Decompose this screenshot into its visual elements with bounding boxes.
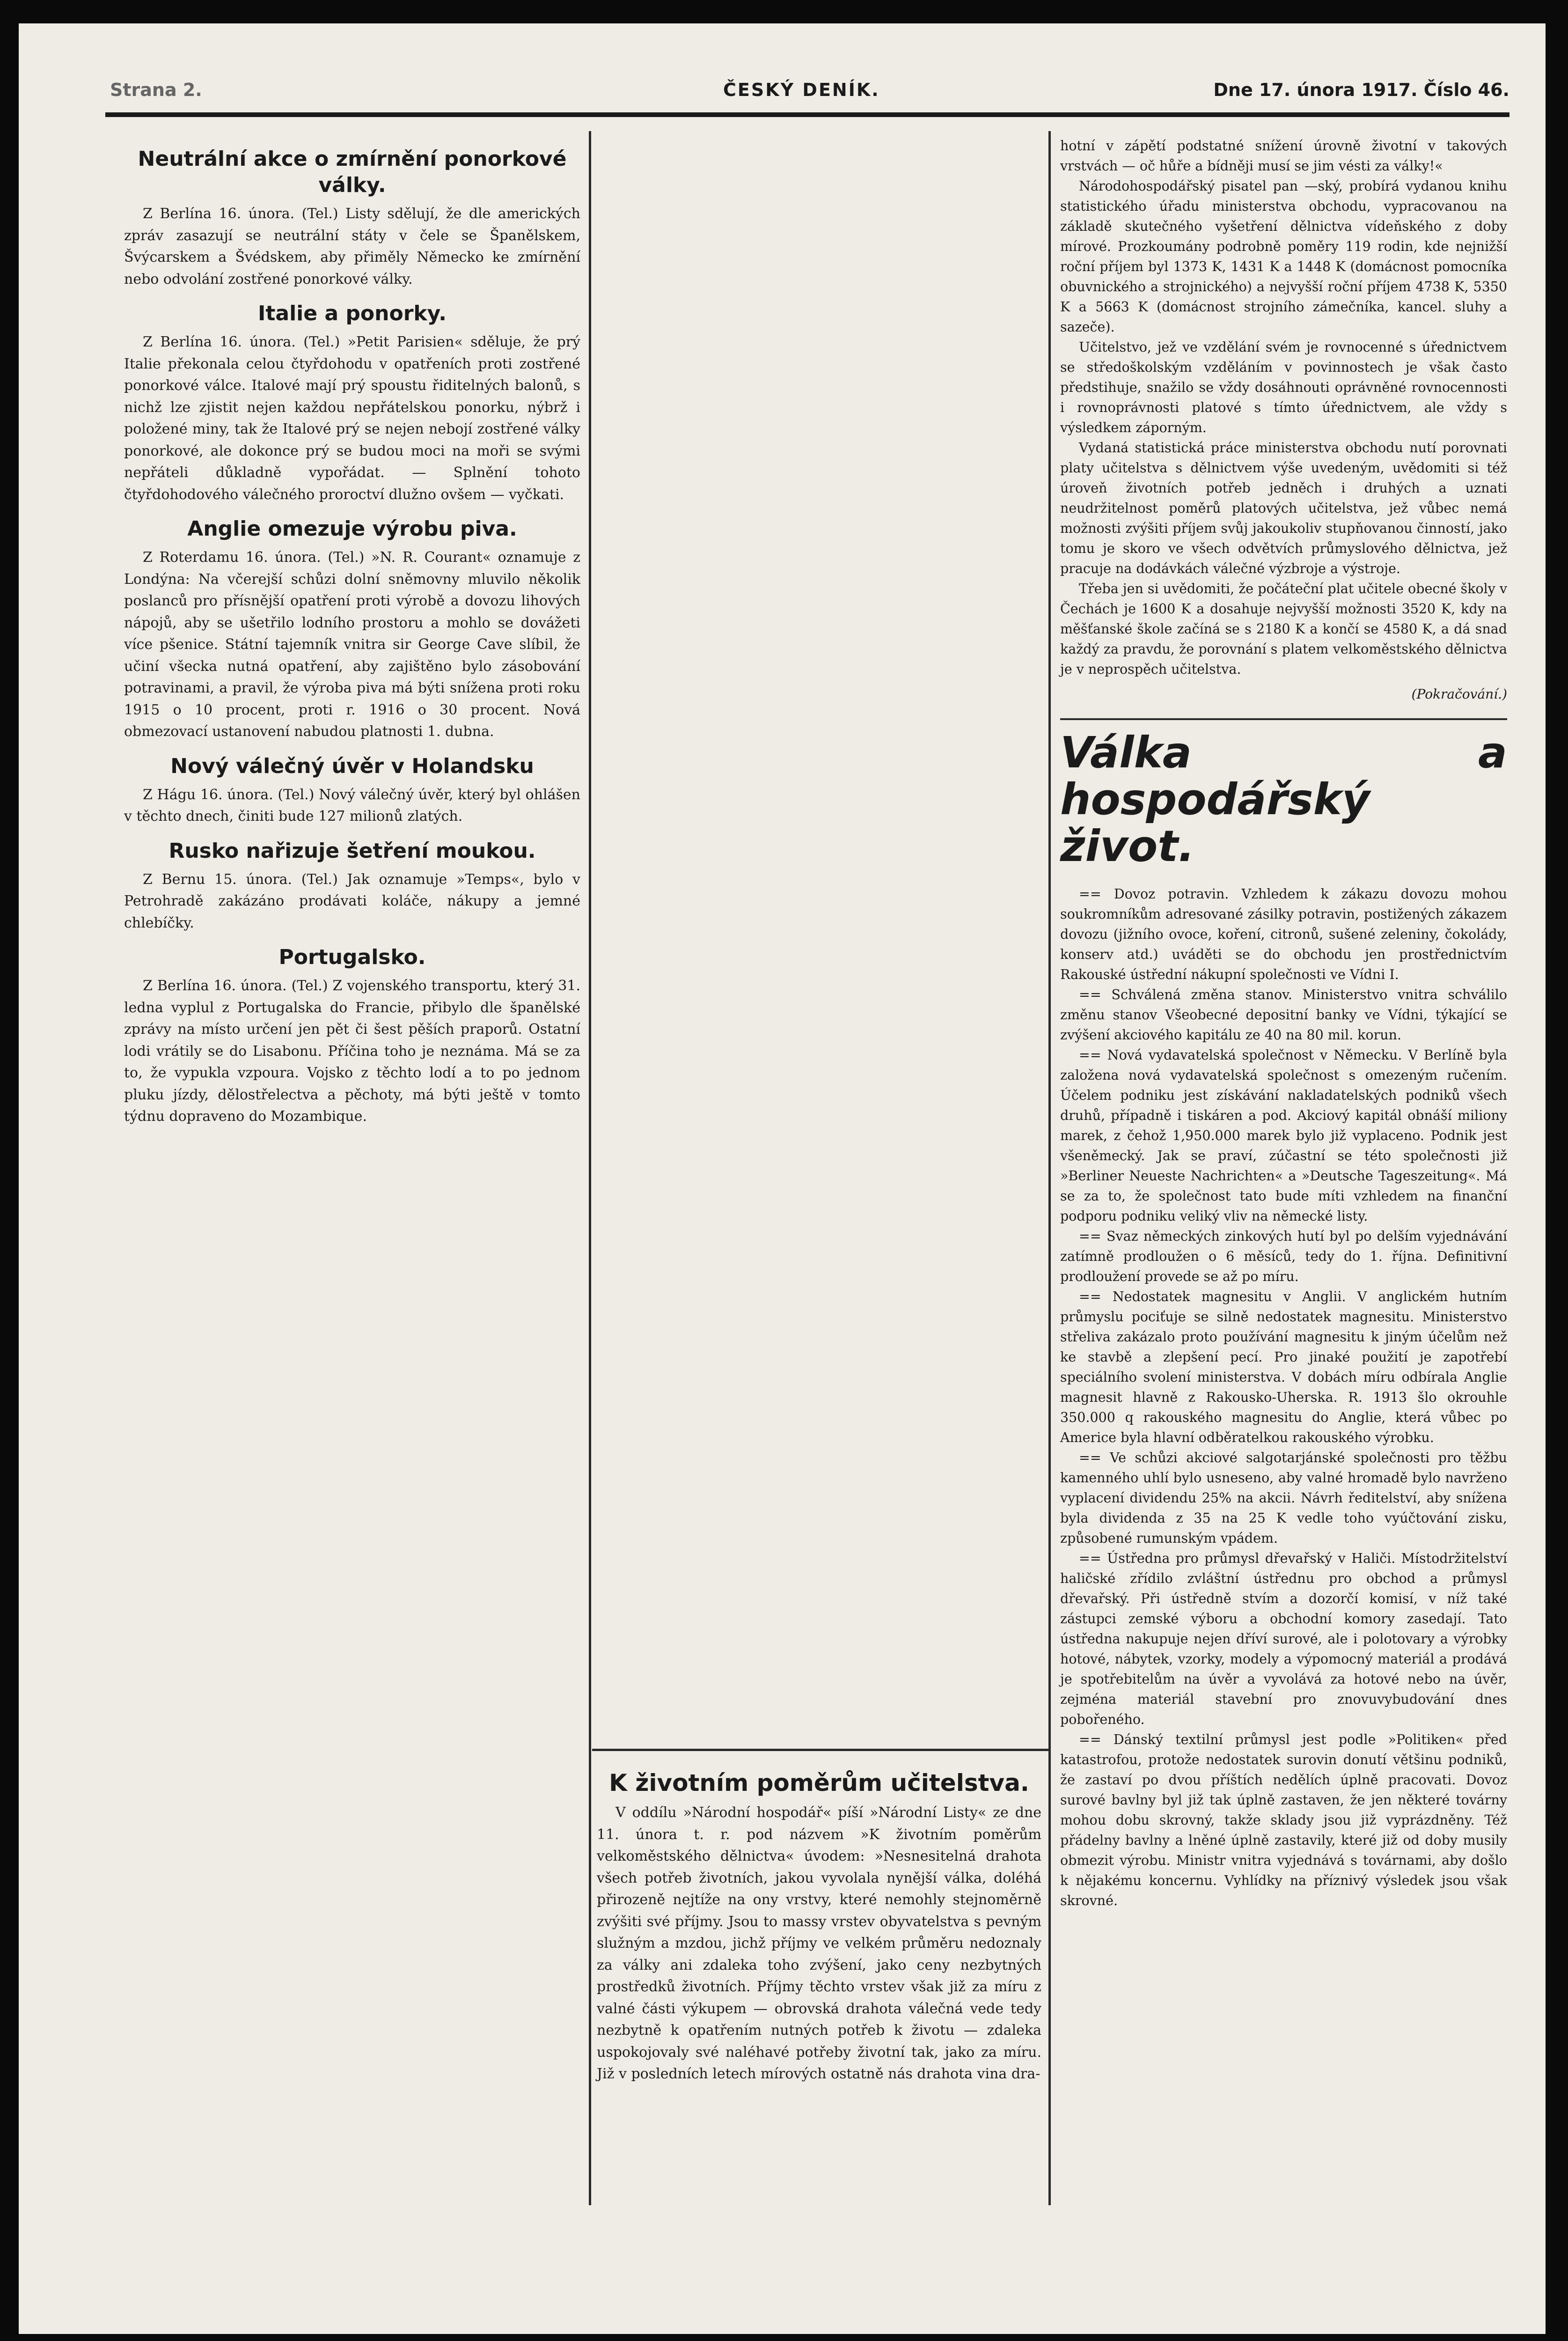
article-title: Neutrální akce o zmírnění ponorkové války. bbox=[138, 147, 567, 197]
news-item: == Ve schůzi akciové salgotarjánské společnosti pro těžbu kamenného uhlí bylo usneseno, aby valné hromadě bylo navrženo vyplacení dividendu 25% na akcii. Návrh ředitelství, aby snížena byla dividenda z 35 na 25 K vedle toho vyúčtování zisku, způsobené rumunským vpádem. bbox=[1060, 1450, 1507, 1546]
continued-note: (Pokračování.) bbox=[1411, 686, 1507, 702]
article-title: K životním poměrům učitelstva. bbox=[609, 1769, 1029, 1796]
issue-date: Dne 17. února 1917. Číslo 46. bbox=[1213, 80, 1509, 100]
column-3 bbox=[1060, 136, 1507, 1911]
column-divider bbox=[589, 131, 591, 2205]
masthead bbox=[105, 75, 1509, 108]
column-divider bbox=[1048, 131, 1051, 2205]
article-body: Učitelstvo, jež ve vzdělání svém je rovnocenné s úřednictvem se středoškolským vzděláním v povinnostech je však často předstihuje, snažilo se vždy dosáhnouti oprávněné rovnocennosti i rovnoprávnosti platové s tímto úřednictvem, ale vždy s výsledkem záporným. bbox=[1060, 339, 1507, 435]
section-rule bbox=[592, 1749, 1048, 1751]
article-title: Portugalsko. bbox=[278, 945, 426, 969]
article-title: Anglie omezuje výrobu piva. bbox=[187, 517, 517, 541]
news-item: == Svaz německých zinkových hutí byl po delším vyjednávání zatímně prodloužen o 6 měsíců, tedy do 1. října. Definitivní prodloužení provede se až po míru. bbox=[1060, 1229, 1507, 1284]
masthead-rule bbox=[105, 112, 1509, 117]
article-body: Z Berlína 16. února. (Tel.) Listy sdělují, že dle amerických zpráv zasazují se neutrální státy v čele se Španělskem, Švýcarskem a Švédskem, aby přiměly Německo ke zmírnění nebo odvolání zostřené ponorkové války. bbox=[124, 206, 580, 287]
news-item: == Ústředna pro průmysl dřevařský v Haliči. Místodržitelství haličské zřídilo zvláštní ústřednu pro obchod a průmysl dřevařský. Při ústředně stvím a dozorčí komisí, v níž také zástupci zemské výboru a obchodní komory zasedají. Tato ústředna nakupuje nejen dříví surové, ale i polotovary a výrobky hotové, nábytek, vzorky, modely a výpomocný materiál a prodává je spotřebitelům na úvěr a vyvolává za hotové nebo na úvěr, zejména materiál stavební pro znovuvybudování dnes pobořeného. bbox=[1060, 1551, 1507, 1727]
article-body: Z Berlína 16. února. (Tel.) »Petit Parisien« sděluje, že prý Italie překonala celou čtyřdohodu v opatřeních proti zostřené ponorkové válce. Italové mají prý spoustu řiditelných balonů, s nichž lze zjistit nejen každou nepřátelskou ponorku, nýbrž i položené miny, tak že Italové prý se nejen nebojí zostřené války ponorkové, ale dokonce prý se budou moci na moři se svými nepřáteli důkladně vypořádat. — Splnění tohoto čtyřdohodového válečného proroctví dlužno ovšem — vyčkati. bbox=[124, 334, 580, 503]
article-title: Rusko nařizuje šetření moukou. bbox=[169, 839, 536, 863]
news-item: == Nedostatek magnesitu v Anglii. V anglickém hutním průmyslu pociťuje se silně nedostatek magnesitu. Ministerstvo střeliva zakázalo proto používání magnesitu k jiným účelům než ke stavbě a zlepšení pecí. Pro jinaké použití je zapotřebí speciálního svolení ministerstva. V dobách míru odbírala Anglie magnesit hlavně z Rakousko-Uherska. R. 1913 šlo okrouhle 350.000 q rakouského magnesitu do Anglie, která vůbec po Americe byla hlavní odběratelkou rakouského výrobku. bbox=[1060, 1289, 1507, 1445]
newspaper-title: ČESKÝ DENÍK. bbox=[723, 80, 880, 100]
news-item: == Nová vydavatelská společnost v Německu. V Berlíně byla založena nová vydavatelská společnost s omezeným ručením. Účelem podniku jest získávání nakladatelských podniků všech druhů, případně i tiskáren a pod. Akciový kapitál obnáší miliony marek, z čehož 1,950.000 marek bylo již vyplaceno. Podnik jest všeněmecký. Jak se praví, zúčastní se této společnosti již »Berliner Neueste Nachrichten« a »Deutsche Tageszeitung«. Má se za to, že společnost tato bude míti vzhledem na finanční podporu podniku veliký vliv na německé listy. bbox=[1060, 1047, 1507, 1224]
page-number: Strana 2. bbox=[110, 80, 202, 100]
article-title: Italie a ponorky. bbox=[257, 302, 447, 325]
article-body: V oddílu »Národní hospodář« píší »Národní Listy« ze dne 11. února t. r. pod názvem »K životním poměrům velkoměstského dělnictva« úvodem: »Nesnesitelná drahota všech potřeb životních, jakou vyvolala nynější válka, doléhá přirozeně nejtíže na ony vrstvy, které nemohly stejnoměrně zvýšiti své příjmy. Jsou to massy vrstev obyvatelstva s pevným služným a mzdou, jichž příjmy ve velkém průměru nedoznaly za války ani zdaleka toho zvýšení, jako ceny nezbytných prostředků životních. Příjmy těchto vrstev však již za míru z valné části výkupem — obrovská drahota válečná vede tedy nezbytně k opatřením nutných potřeb k životu — zdaleka uspokojovaly své naléhavé potřeby životní tak, jako za míru. Již v posledních letech mírových ostatně nás drahota vina dra- bbox=[597, 1804, 1041, 2082]
article-body: Třeba jen si uvědomiti, že počáteční plat učitele obecné školy v Čechách je 1600 K a dosahuje nejvyšší možnosti 3520 K, kdy na měšťanské škole začíná se s 2180 K a končí se 4580 K, a dá snad každý za pravdu, že porovnání s platem velkoměstského dělnictva je v neprospěch učitelstva. bbox=[1060, 581, 1507, 677]
article-body: hotní v zápětí podstatné snížení úrovně životní v takových vrstvách — oč hůře a bídněji musí se jim vésti za války!« bbox=[1060, 138, 1507, 174]
article-body: Z Hágu 16. února. (Tel.) Nový válečný úvěr, který byl ohlášen v těchto dnech, činiti bude 127 milionů zlatých. bbox=[124, 786, 580, 825]
article-body: Národohospodářský pisatel pan —ský, probírá vydanou knihu statistického úřadu ministerstva obchodu, vypracovanou na základě skutečného vyšetření dělnictva vídeňského z doby mírové. Prozkoumány podrobně poměry 119 rodin, kde nejnižší roční příjem byl 1373 K, 1431 K a 1448 K (domácnost pomocníka obuvnického a strojnického) a nejvyšší roční příjem 4738 K, 5350 K a 5663 K (domácnost strojního zámečníka, kancel. sluhy a sazeče). bbox=[1060, 178, 1507, 335]
section-title: Válka a hospodářský život. bbox=[1060, 728, 1507, 871]
article-body: Z Roterdamu 16. února. (Tel.) »N. R. Courant« oznamuje z Londýna: Na včerejší schůzi dolní sněmovny mluvilo několik poslanců pro přísnější opatření proti výrobě a dovozu lihových nápojů, aby se ušetřilo lodního prostoru a mohlo se dovážeti více pšenice. Státní tajemník vnitra sir George Cave slíbil, že učiní všecka nutná opatření, aby zajištěno bylo zásobování potravinami, a pravil, že výroba piva má býti snížena proti roku 1915 o 10 procent, proti r. 1916 o 30 procent. Nová obmezovací ustanovení nabudou platnosti 1. dubna. bbox=[124, 549, 580, 740]
article-body: Z Berlína 16. února. (Tel.) Z vojenského transportu, který 31. ledna vyplul z Portugalska do Francie, přibylo dle španělské zprávy na místo určení jen pět či šest pěších praporů. Ostatní lodi vrátily se do Lisabonu. Příčina toho je neznáma. Má se za to, že vypukla vzpoura. Vojsko z těchto lodí a to po jednom pluku jízdy, dělostřelectva a pěchoty, má býti ještě v tomto týdnu dopraveno do Mozambique. bbox=[124, 978, 580, 1125]
news-item: == Dovoz potravin. Vzhledem k zákazu dovozu mohou soukromníkům adresované zásilky potravin, postižených zákazem dovozu (jižního ovoce, koření, citronů, sušené zeleniny, čokolády, konserv atd.) uváděti se do obchodu jen prostřednictvím Rakouské ústřední nákupní společnosti ve Vídni I. bbox=[1060, 886, 1507, 982]
column-1 bbox=[124, 136, 580, 1128]
news-item: == Dánský textilní průmysl jest podle »Politiken« před katastrofou, protože nedostatek surovin donutí většinu podniků, že zastaví po dvou příštích nedělích úplně pracovati. Dovoz surové bavlny byl již tak úplně zastaven, že jen některé továrny mohou dobu skrovný, takže sklady jsou již vyprázdněny. Též přádelny bavlny a lněné úplně zastavily, které již od doby musily obmezit výrobu. Ministr vnitra vyjednává s továrnami, aby došlo k nějakému koncernu. Vyhlídky na příznivý výsledek jsou však skrovné. bbox=[1060, 1732, 1507, 1908]
article-body: Vydaná statistická práce ministerstva obchodu nutí porovnati platy učitelstva s dělnictvem výše uvedeným, uvědomiti si též úroveň životních potřeb jedněch i druhých a uznati neudržitelnost poměrů platových učitelstva, jež vůbec nemá možnosti zvýšiti příjem svůj jakoukoliv stupňovanou činností, jako tomu je skoro ve všech odvětvích průmyslového dělnictva, jež pracuje na dodávkách válečné výzbroje a výstroje. bbox=[1060, 440, 1507, 576]
article-body: Z Bernu 15. února. (Tel.) Jak oznamuje »Temps«, bylo v Petrohradě zakázáno prodávati koláče, nákupy a jemné chlebíčky. bbox=[124, 871, 580, 931]
news-item: == Schválená změna stanov. Ministerstvo vnitra schválilo změnu stanov Všeobecné depositní banky ve Vídni, týkající se zvýšení akciového kapitálu ze 40 na 80 mil. korun. bbox=[1060, 987, 1507, 1043]
article-title: Nový válečný úvěr v Holandsku bbox=[170, 754, 534, 778]
section-rule bbox=[1060, 718, 1507, 720]
column-2 bbox=[597, 1758, 1041, 2085]
